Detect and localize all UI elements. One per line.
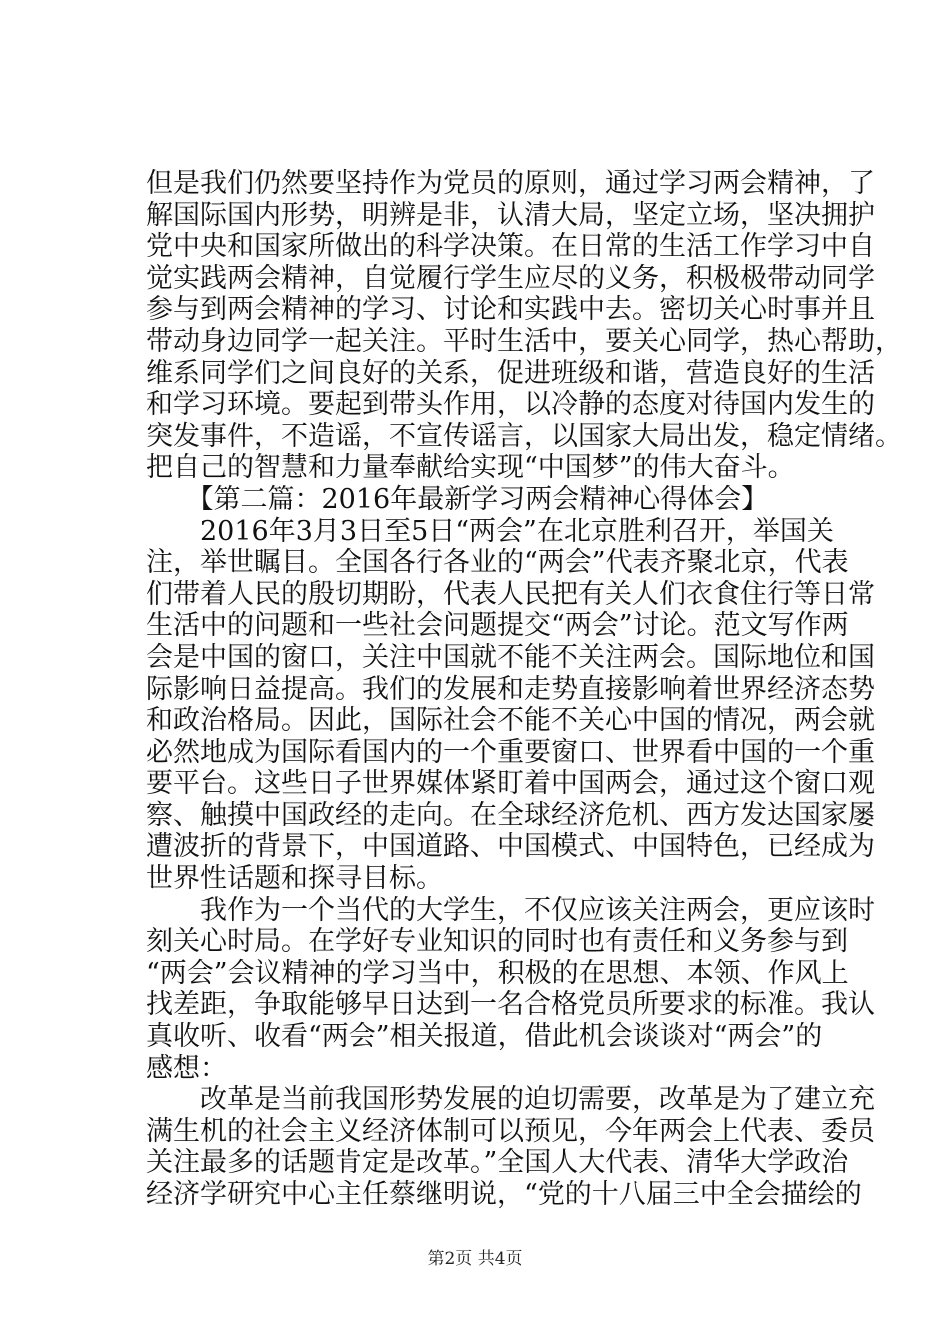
- text-line: 注，举世瞩目。全国各行各业的“两会”代表齐聚北京，代表: [146, 547, 849, 579]
- section-heading: 【第二篇：2016年最新学习两会精神心得体会】: [146, 483, 769, 515]
- text-line: “两会”会议精神的学习当中，积极的在思想、本领、作风上: [146, 957, 849, 989]
- text-line: 刻关心时局。在学好专业知识的同时也有责任和义务参与到: [146, 926, 848, 958]
- text-line: 世界性话题和探寻目标。: [146, 863, 443, 895]
- text-line: 感想：: [146, 1052, 227, 1084]
- text-line: 真收听、收看“两会”相关报道，借此机会谈谈对“两会”的: [146, 1021, 823, 1053]
- text-line: 维系同学们之间良好的关系，促进班级和谐，营造良好的生活: [146, 357, 875, 389]
- text-line: 要平台。这些日子世界媒体紧盯着中国两会，通过这个窗口观: [146, 768, 875, 800]
- text-line: 际影响日益提高。我们的发展和走势直接影响着世界经济态势: [146, 673, 875, 705]
- page-number-footer: 第2页 共4页: [427, 1249, 523, 1269]
- text-line: 解国际国内形势，明辨是非，认清大局，坚定立场，坚决拥护: [146, 199, 875, 231]
- text-line: 会是中国的窗口，关注中国就不能不关注两会。国际地位和国: [146, 641, 875, 673]
- text-line: 和政治格局。因此，国际社会不能不关心中国的情况，两会就: [146, 705, 875, 737]
- text-line: 参与到两会精神的学习、讨论和实践中去。密切关心时事并且: [146, 294, 875, 326]
- text-line: 察、触摸中国政经的走向。在全球经济危机、西方发达国家屡: [146, 799, 875, 831]
- text-line: 觉实践两会精神，自觉履行学生应尽的义务，积极极带动同学: [146, 262, 875, 294]
- text-line: 把自己的智慧和力量奉献给实现“中国梦”的伟大奋斗。: [146, 452, 795, 484]
- text-line: 关注最多的话题肯定是改革。”全国人大代表、清华大学政治: [146, 1147, 849, 1179]
- text-line: 改革是当前我国形势发展的迫切需要，改革是为了建立充: [146, 1084, 875, 1116]
- text-line: 遭波折的背景下，中国道路、中国模式、中国特色，已经成为: [146, 831, 875, 863]
- text-line: 我作为一个当代的大学生，不仅应该关注两会，更应该时: [146, 894, 875, 926]
- text-line: 经济学研究中心主任蔡继明说，“党的十八届三中全会描绘的: [146, 1179, 862, 1210]
- text-line: 们带着人民的殷切期盼，代表人民把有关人们衣食住行等日常: [146, 578, 875, 610]
- text-line: 满生机的社会主义经济体制可以预见，今年两会上代表、委员: [146, 1115, 875, 1147]
- text-line: 2016年3月3日至5日“两会”在北京胜利召开，举国关: [146, 515, 834, 547]
- text-line: 党中央和国家所做出的科学决策。在日常的生活工作学习中自: [146, 231, 875, 263]
- document-body: [146, 168, 902, 1211]
- text-line: 带动身边同学一起关注。平时生活中，要关心同学，热心帮助，: [146, 325, 902, 357]
- text-line: 生活中的问题和一些社会问题提交“两会”讨论。范文写作两: [146, 610, 849, 642]
- text-line: 突发事件，不造谣，不宣传谣言，以国家大局出发，稳定情绪。: [146, 420, 902, 452]
- text-line: 找差距，争取能够早日达到一名合格党员所要求的标准。我认: [146, 989, 875, 1021]
- text-line: 必然地成为国际看国内的一个重要窗口、世界看中国的一个重: [146, 736, 875, 768]
- text-line: 但是我们仍然要坚持作为党员的原则，通过学习两会精神，了: [146, 168, 875, 199]
- text-line: 和学习环境。要起到带头作用，以冷静的态度对待国内发生的: [146, 389, 875, 421]
